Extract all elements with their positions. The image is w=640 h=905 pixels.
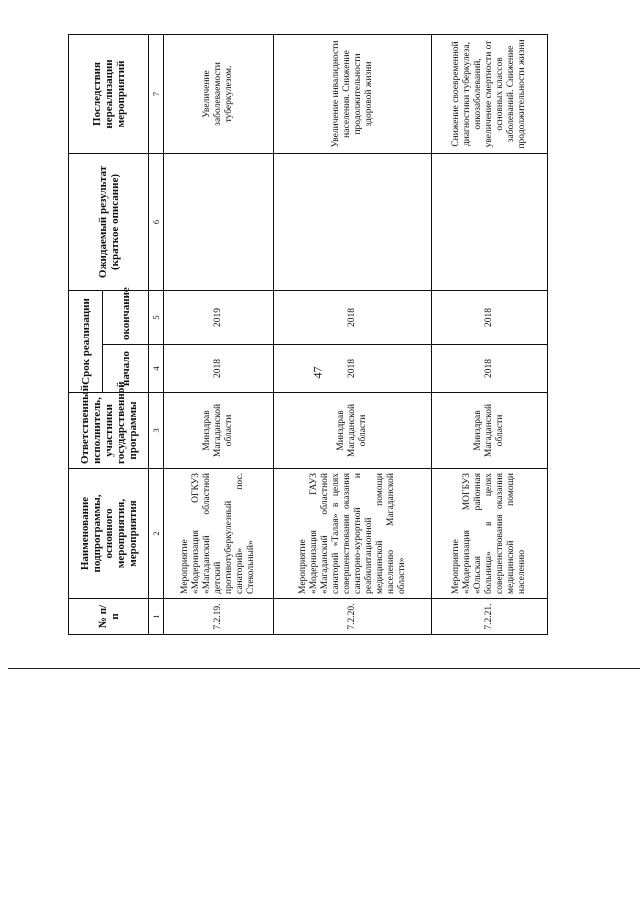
table-row	[274, 34, 432, 634]
column-number: 3	[149, 393, 164, 469]
row-result	[274, 153, 432, 290]
row-consequences: Снижение своевременной диагностики туберкулеза, онкозаболеваний, увеличение смертности от основных классов заболеваний. Снижение продолжительности жизни	[432, 34, 548, 153]
header-consequences: Последствия нереализации мероприятий	[69, 34, 149, 153]
header-result: Ожидаемый результат (краткое описание)	[69, 153, 149, 290]
header-period: Срок реализации	[69, 290, 103, 392]
header-name: Наименование подпрограммы, основного мероприятия, мероприятия	[69, 469, 149, 599]
row-consequences: Увеличение инвалидности населения. Снижение продолжительности здоровой жизни	[274, 34, 432, 153]
row-name: Мероприятие «Модернизация ГАУЗ «Магаданский областной санаторий «Талая» в целях совершенствования оказания санаторно-курортной и реабилитационной медицинской помощи населению Магаданской области»	[274, 469, 432, 599]
column-number: 7	[149, 34, 164, 153]
column-numbers-row	[149, 34, 164, 634]
row-executor: Минздрав Магаданской области	[274, 393, 432, 469]
page-divider	[8, 668, 640, 669]
column-number: 1	[149, 599, 164, 635]
header-number: № п/п	[69, 599, 149, 635]
row-result	[432, 153, 548, 290]
row-start: 2018	[274, 345, 432, 393]
row-name: Мероприятие «Модернизация МОГБУЗ «Ольская районная больница» в целях совершенствования оказания медицинской помощи населению	[432, 469, 548, 599]
row-consequences: Увеличение заболеваемости туберкулезом.	[164, 34, 274, 153]
row-end: 2018	[432, 290, 548, 344]
column-number: 2	[149, 469, 164, 599]
header-end: окончание	[103, 290, 149, 344]
table-row	[432, 34, 548, 634]
row-executor: Минздрав Магаданской области	[432, 393, 548, 469]
rotated-table-wrapper	[68, 35, 546, 635]
row-executor: Минздрав Магаданской области	[164, 393, 274, 469]
row-number: 7.2.21.	[432, 599, 548, 635]
row-end: 2019	[164, 290, 274, 344]
row-start: 2018	[164, 345, 274, 393]
row-number: 7.2.19.	[164, 599, 274, 635]
row-number: 7.2.20.	[274, 599, 432, 635]
column-number: 4	[149, 345, 164, 393]
column-number: 6	[149, 153, 164, 290]
row-result	[164, 153, 274, 290]
row-start: 2018	[432, 345, 548, 393]
table-row	[164, 34, 274, 634]
column-number: 5	[149, 290, 164, 344]
row-name: Мероприятие «Модернизация ОГКУЗ «Магаданский областной детский противотуберкулезный санаторий» пос. Стекольный»	[164, 469, 274, 599]
header-start: начало	[103, 345, 149, 393]
row-end: 2018	[274, 290, 432, 344]
measures-table	[68, 34, 548, 635]
header-executor: Ответственный исполнитель, участники государственной программы	[69, 393, 149, 469]
page-number: 47	[310, 366, 325, 379]
